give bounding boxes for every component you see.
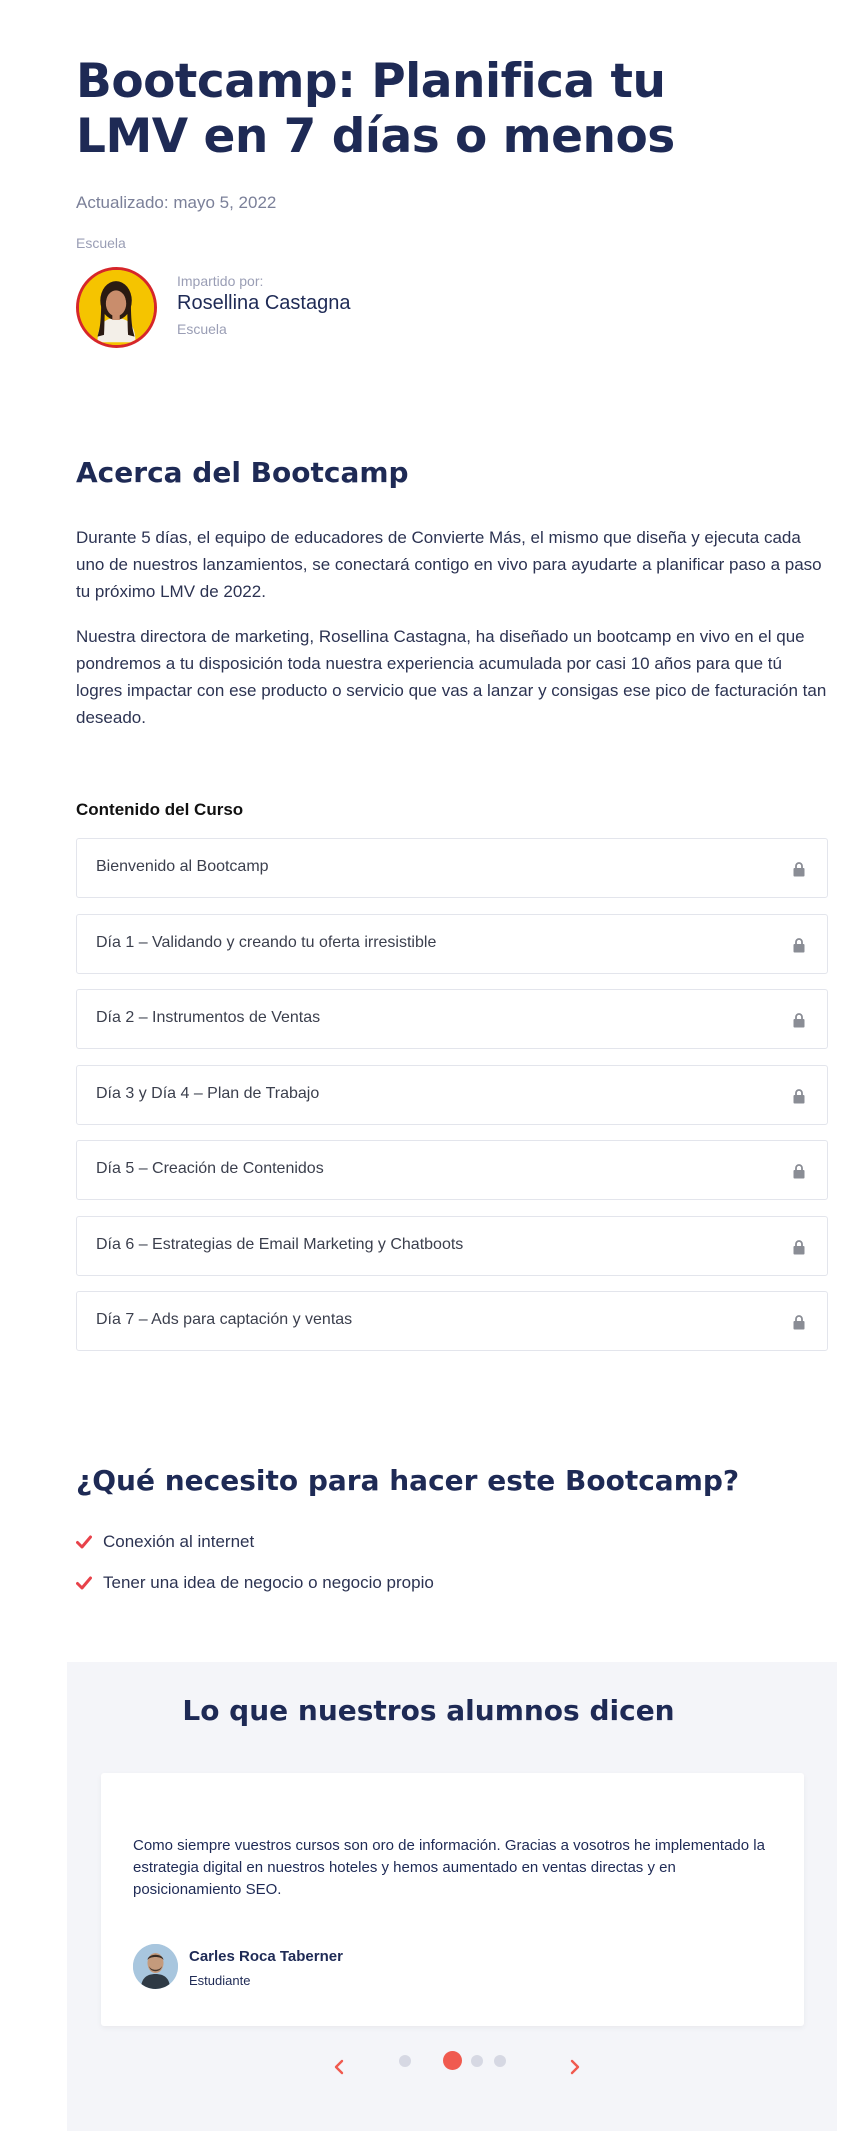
course-title: Bootcamp: Planifica tu LMV en 7 días o menos <box>76 54 675 164</box>
check-icon <box>76 1576 92 1590</box>
lesson-title: Día 7 – Ads para captación y ventas <box>96 1311 353 1328</box>
testimonial-quote: Como siempre vuestros cursos son oro de información. Gracias a vosotros he implementado la estrategia digital en nuestros hoteles y hemos aumentado en ventas directas y en posicionamiento SEO. <box>133 1837 765 1898</box>
lock-icon <box>793 937 805 953</box>
lesson-item[interactable] <box>76 1065 828 1125</box>
requirement-text: Conexión al internet <box>103 1532 255 1551</box>
about-paragraph: Nuestra directora de marketing, Rosellina Castagna, ha diseñado un bootcamp en vivo en el que pondremos a tu disposición toda nuestra experiencia acumulada por casi 10 años para que tú logres impactar con ese producto o servicio que vas a lanzar y consigas ese pico de facturación tan deseado. <box>76 627 827 727</box>
lesson-item[interactable] <box>76 1291 828 1351</box>
lesson-item[interactable] <box>76 989 828 1049</box>
lesson-title: Día 2 – Instrumentos de Ventas <box>96 1009 321 1026</box>
testimonials-heading: Lo que nuestros alumnos dicen <box>182 1694 675 1727</box>
student-name: Carles Roca Taberner <box>189 1948 343 1965</box>
lock-icon <box>793 1088 805 1104</box>
lock-icon <box>793 1314 805 1330</box>
student-photo-icon <box>133 1944 178 1989</box>
student-role: Estudiante <box>189 1973 251 1988</box>
check-icon <box>76 1535 92 1549</box>
instructor-school: Escuela <box>177 321 227 337</box>
carousel-dot[interactable] <box>494 2055 506 2067</box>
lock-icon <box>793 1012 805 1028</box>
requirements-heading: ¿Qué necesito para hacer este Bootcamp? <box>76 1464 740 1497</box>
lock-icon <box>793 1239 805 1255</box>
testimonial-card <box>101 1773 804 2026</box>
lock-icon <box>793 1163 805 1179</box>
instructor-name-link[interactable]: Rosellina Castagna <box>177 292 351 314</box>
carousel-dot[interactable] <box>399 2055 411 2067</box>
lesson-title: Día 3 y Día 4 – Plan de Trabajo <box>96 1085 320 1102</box>
course-category-link[interactable]: Escuela <box>76 235 126 251</box>
taught-by-label: Impartido por: <box>177 273 264 289</box>
about-paragraph: Durante 5 días, el equipo de educadores de Convierte Más, el mismo que diseña y ejecuta cada uno de nuestros lanzamientos, se conectará contigo en vivo para ayudarte a planificar paso a paso tu próximo LMV de 2022. <box>76 528 822 601</box>
student-avatar <box>133 1944 178 1989</box>
lesson-title: Día 5 – Creación de Contenidos <box>96 1160 324 1177</box>
lock-icon <box>793 861 805 877</box>
about-heading: Acerca del Bootcamp <box>76 456 409 489</box>
lesson-title: Bienvenido al Bootcamp <box>96 858 269 875</box>
lesson-item[interactable] <box>76 838 828 898</box>
requirement-text: Tener una idea de negocio o negocio propio <box>103 1573 434 1592</box>
lesson-item[interactable] <box>76 1216 828 1276</box>
lesson-title: Día 1 – Validando y creando tu oferta irresistible <box>96 934 437 951</box>
lesson-item[interactable] <box>76 914 828 974</box>
carousel-dot[interactable] <box>471 2055 483 2067</box>
course-content-heading: Contenido del Curso <box>76 800 244 819</box>
lesson-item[interactable] <box>76 1140 828 1200</box>
instructor-photo-icon <box>79 270 154 345</box>
carousel-dot-active[interactable] <box>443 2051 462 2070</box>
updated-date: Actualizado: mayo 5, 2022 <box>76 193 277 212</box>
chevron-left-icon[interactable] <box>332 2056 346 2078</box>
chevron-right-icon[interactable] <box>568 2056 582 2078</box>
lesson-title: Día 6 – Estrategias de Email Marketing y Chatboots <box>96 1236 464 1253</box>
instructor-avatar[interactable] <box>76 267 157 348</box>
